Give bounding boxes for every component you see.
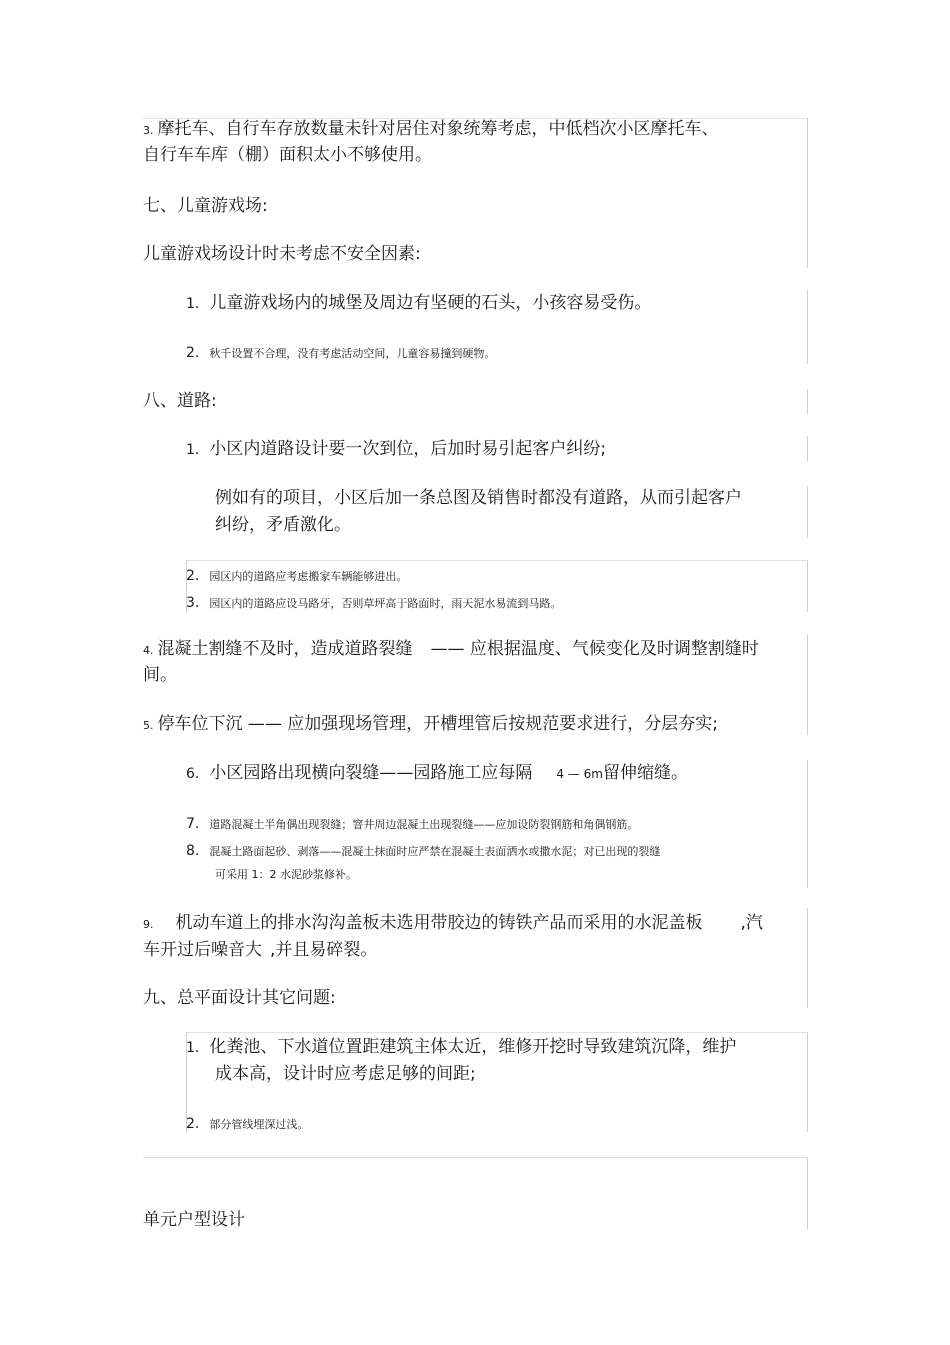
paragraph-9-line-1: [143, 915, 763, 932]
border-line: [807, 1032, 808, 1132]
paragraph-text: 停车位下沉 —— 应加强现场管理，开槽埋管后按规范要求进行，分层夯实;: [157, 714, 719, 734]
list-item: [186, 765, 688, 782]
border-line: [186, 560, 808, 561]
example-line-2: 纠纷，矛盾激化。: [215, 515, 351, 535]
list-item: [186, 817, 638, 831]
list-item-text: 小区内道路设计要一次到位，后加时易引起客户纠纷;: [209, 439, 607, 459]
paragraph-text: 车开过后噪音大: [143, 940, 262, 960]
paragraph-4-line-1: [143, 641, 759, 658]
item-number: 4.: [143, 644, 154, 657]
list-item: [186, 346, 495, 360]
border-line: [807, 560, 808, 612]
list-item-text: 园区内的道路应设马路牙，否则草坪高于路面时，雨天泥水易流到马路。: [209, 597, 562, 610]
section-7-heading: 七、儿童游戏场:: [143, 196, 268, 216]
item-number: 5.: [143, 719, 154, 732]
paragraph-text: —— 应根据温度、气候变化及时调整割缝时: [430, 639, 759, 659]
paragraph-text: ,汽: [740, 913, 763, 933]
border-line: [807, 635, 808, 735]
section-9-heading: 九、总平面设计其它问题:: [143, 988, 336, 1008]
paragraph-5: [143, 716, 718, 733]
list-item: [186, 844, 660, 858]
paragraph-3-line-2: 自行车车库（棚）面积太小不够使用。: [143, 145, 432, 165]
paragraph-text: 混凝土割缝不及时，造成道路裂缝: [157, 639, 413, 659]
list-item-text: 部分管线埋深过浅。: [209, 1118, 309, 1131]
list-item-continuation: 成本高，设计时应考虑足够的间距;: [215, 1064, 476, 1084]
border-line: [186, 1032, 808, 1033]
list-item-text: 道路混凝土半角偶出现裂缝；窨井周边混凝土出现裂缝——应加设防裂钢筋和角偶钢筋。: [209, 818, 639, 831]
section-8-heading: 八、道路:: [143, 391, 217, 411]
border-line: [807, 290, 808, 364]
border-line: [143, 1157, 808, 1158]
list-item: [186, 569, 407, 583]
border-line: [807, 1157, 808, 1229]
item-number: 9.: [143, 918, 154, 931]
item-number: 8.: [186, 843, 200, 859]
item-number: 1.: [186, 1040, 200, 1056]
item-number: 3.: [143, 124, 154, 137]
item-number: 3.: [186, 595, 200, 611]
list-item-text: 小区园路出现横向裂缝——园路施工应每隔: [209, 763, 533, 783]
item-number: 6.: [186, 766, 200, 782]
list-item-text: 混凝土路面起砂、剥落——混凝土抹面时应严禁在混凝土表面洒水或撒水泥；对已出现的裂缝: [209, 845, 661, 858]
list-item: [186, 596, 561, 610]
border-line: [807, 908, 808, 1008]
border-line: [807, 486, 808, 538]
unit-design-heading: 单元户型设计: [143, 1210, 245, 1230]
list-item: [186, 295, 651, 312]
list-item: [186, 441, 606, 458]
list-item: [186, 1039, 736, 1056]
item-number: 2.: [186, 568, 200, 584]
item-number: 2.: [186, 345, 200, 361]
list-item-text: 化粪池、下水道位置距建筑主体太近，维修开挖时导致建筑沉降，维护: [209, 1037, 737, 1057]
example-line-1: 例如有的项目，小区后加一条总图及销售时都没有道路，从而引起客户: [215, 488, 742, 508]
paragraph-text: 机动车道上的排水沟沟盖板未选用带胶边的铸铁产品而采用的水泥盖板: [175, 913, 703, 933]
border-line: [807, 389, 808, 414]
section-7-intro: 儿童游戏场设计时未考虑不安全因素:: [143, 244, 421, 264]
item-number: 1.: [186, 442, 200, 458]
border-line: [807, 118, 808, 268]
border-line: [807, 436, 808, 461]
list-item-text: 园区内的道路应考虑搬家车辆能够进出。: [209, 570, 408, 583]
list-item-continuation: 可采用 1：2 水泥砂浆修补。: [215, 868, 357, 881]
list-item-text: 儿童游戏场内的城堡及周边有坚硬的石头，小孩容易受伤。: [209, 293, 652, 313]
paragraph-text: ,并且易碎裂。: [270, 940, 378, 960]
paragraph-3-line-1: [143, 121, 719, 138]
list-item-text: 留伸缩缝。: [602, 763, 688, 783]
border-line: [807, 760, 808, 888]
item-number: 7.: [186, 816, 200, 832]
item-number: 2.: [186, 1116, 200, 1132]
list-item: [186, 1117, 308, 1131]
list-item-text: 4 — 6m: [556, 767, 603, 781]
paragraph-text: 摩托车、自行车存放数量未针对居住对象统筹考虑，中低档次小区摩托车、: [157, 119, 719, 139]
list-item-text: 秋千设置不合理，没有考虑活动空间，儿童容易撞到硬物。: [209, 347, 496, 360]
paragraph-9-line-2: [143, 942, 377, 959]
item-number: 1.: [186, 296, 200, 312]
paragraph-4-line-2: 间。: [143, 665, 177, 685]
